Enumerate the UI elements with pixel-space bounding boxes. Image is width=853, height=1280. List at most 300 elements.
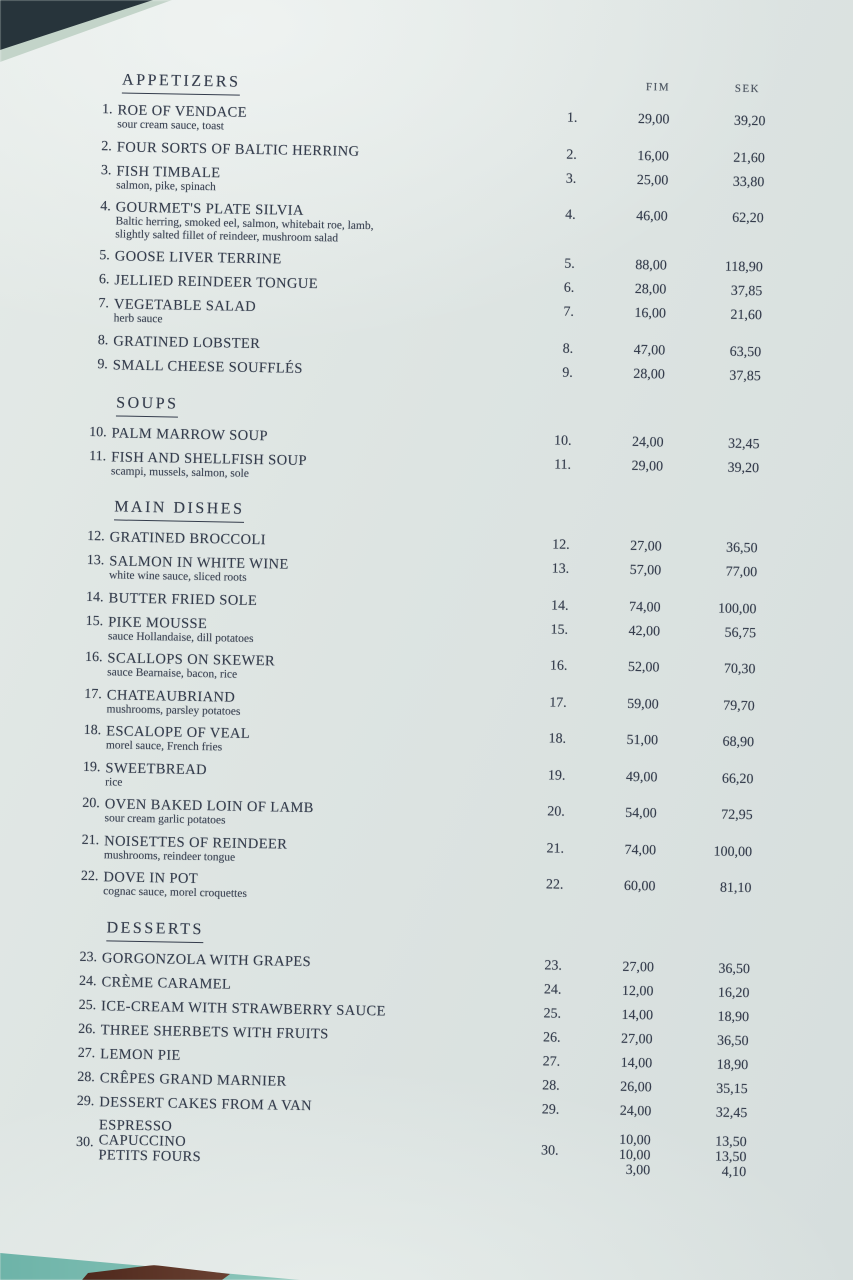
item-name-cell	[101, 998, 541, 1022]
item-price-fim	[583, 257, 673, 275]
item-name-cell	[115, 199, 556, 248]
item-name: GRATINED BROCCOLI	[109, 529, 267, 549]
price-line-fim: 28,00	[633, 366, 665, 383]
item-name-cell	[104, 833, 544, 870]
item-name-cell	[115, 248, 555, 272]
item-number-mid: 30.	[540, 1142, 559, 1159]
menu-section	[77, 392, 764, 489]
item-price-sek	[659, 1008, 753, 1026]
item-name-cell	[103, 869, 543, 906]
price-line-fim: 14,00	[621, 1007, 654, 1023]
price-line-fim: 10,00	[619, 1132, 651, 1148]
item-name-cell	[117, 139, 557, 163]
item-price-sek	[658, 1056, 752, 1074]
price-line-sek: 118,90	[724, 259, 763, 276]
item-price-fim	[573, 805, 663, 823]
price-line-sek: 21,60	[730, 307, 763, 324]
menu-item-row	[79, 332, 765, 361]
item-price-fim	[574, 732, 664, 750]
menu-item-row	[81, 199, 768, 253]
item-number: 8.	[97, 332, 109, 348]
item-price-sek	[658, 1080, 752, 1098]
price-line-sek: 36,50	[716, 1033, 749, 1049]
item-number: 24.	[78, 973, 97, 989]
item-number: 15.	[85, 613, 104, 629]
price-line-fim: 28,00	[634, 281, 667, 298]
item-price-sek	[665, 697, 759, 715]
item-name-cell	[102, 950, 542, 974]
menu-item-row	[80, 272, 766, 301]
price-line-fim: 24,00	[631, 434, 664, 450]
item-price-fim	[585, 111, 675, 129]
item-name: DESSERT CAKES FROM A VAN	[99, 1093, 313, 1114]
item-number: 9.	[97, 356, 109, 372]
menu-item-row	[69, 869, 755, 910]
item-number: 27.	[77, 1045, 96, 1061]
item-number: 20.	[82, 795, 100, 812]
item-number: 7.	[98, 296, 110, 312]
menu-item-row	[83, 102, 769, 143]
item-price-fim	[572, 841, 662, 859]
item-number-mid: 25.	[543, 1005, 562, 1022]
item-number-mid: 26.	[542, 1029, 561, 1046]
item-name-cell	[107, 650, 547, 687]
item-number-mid: 2.	[566, 147, 577, 163]
item-name: GOURMET'S PLATE SILVIA	[115, 199, 305, 219]
item-description: sour cream sauce, toast	[117, 118, 225, 133]
menu-item-row	[72, 723, 758, 764]
price-line-fim: 24,00	[619, 1103, 652, 1119]
item-price-fim	[569, 982, 659, 1000]
item-price-sek	[675, 149, 769, 167]
menu-item-row	[77, 424, 763, 453]
menu-item-row	[83, 138, 769, 167]
item-number-mid: 29.	[541, 1101, 560, 1118]
item-description: sour cream garlic potatoes	[104, 812, 226, 827]
price-line-sek: 70,30	[723, 661, 756, 678]
price-line-sek: 79,70	[723, 698, 755, 714]
price-line-sek: 77,00	[725, 564, 758, 581]
price-line-sek: 72,95	[721, 807, 753, 824]
price-line-fim: 10,00	[618, 1147, 651, 1163]
price-line-fim: 51,00	[626, 732, 659, 749]
item-name: PALM MARROW SOUP	[111, 424, 269, 444]
item-number-mid: 17.	[549, 694, 567, 711]
item-name: PIKE MOUSSE	[108, 613, 208, 632]
item-price-sek	[662, 843, 756, 861]
item-price-fim	[573, 768, 663, 786]
item-price-sek	[669, 459, 763, 477]
price-line-sek: 56,75	[724, 625, 757, 641]
price-line-sek: 37,85	[729, 368, 761, 384]
menu-item-row	[80, 296, 766, 337]
item-number-mid: 23.	[544, 957, 563, 974]
price-line-fim: 25,00	[636, 172, 669, 189]
item-name: FISH TIMBALE	[116, 162, 221, 181]
price-line-fim: 60,00	[623, 878, 656, 895]
item-number-mid: 19.	[547, 767, 566, 784]
item-price-fim	[569, 1006, 659, 1024]
item-number: 25.	[78, 997, 97, 1013]
price-line-fim: 16,00	[634, 305, 667, 322]
item-number-mid: 9.	[562, 365, 573, 381]
currency-label-fim: FIM	[645, 81, 671, 94]
price-line-fim: 74,00	[624, 842, 657, 858]
item-price-fim	[575, 659, 665, 677]
price-line-sek: 13,50	[715, 1134, 747, 1150]
item-number-mid: 4.	[565, 207, 576, 223]
price-line-fim: 57,00	[629, 562, 662, 579]
price-line-sek: 36,50	[725, 540, 758, 557]
price-line-sek: 62,20	[732, 210, 764, 227]
price-line-fim: 47,00	[633, 342, 666, 359]
price-line-fim: 46,00	[636, 208, 668, 225]
item-number: 16.	[84, 649, 103, 666]
item-number-mid: 15.	[550, 621, 569, 638]
item-description: sauce Hollandaise, dill potatoes	[107, 629, 254, 645]
menu-item-row	[75, 553, 761, 594]
item-price-sek	[673, 259, 767, 277]
item-name-cell	[101, 1022, 541, 1046]
item-price-fim	[570, 958, 660, 976]
item-name-cell	[99, 1094, 539, 1118]
price-line-sek: 16,20	[717, 985, 750, 1001]
menu-section	[64, 917, 754, 1180]
item-name-cell	[111, 449, 551, 486]
price-line-sek: 39,20	[733, 113, 766, 130]
item-price-fim	[581, 341, 671, 359]
item-price-sek	[671, 367, 765, 385]
menu-item-row	[66, 1069, 752, 1098]
item-name-cell	[105, 760, 545, 797]
price-line-fim: 29,00	[631, 458, 664, 474]
item-number: 17.	[84, 686, 102, 702]
price-line-fim: 16,00	[637, 148, 669, 165]
item-price-sek	[675, 113, 769, 131]
item-price-sek	[672, 307, 766, 325]
item-price-sek	[657, 1104, 751, 1122]
menu-item-row	[70, 832, 756, 873]
price-line-sek: 63,50	[729, 344, 762, 360]
item-name: ICE-CREAM WITH STRAWBERRY SAUCE	[100, 997, 386, 1019]
menu-item-row	[74, 613, 760, 654]
item-number: 19.	[82, 759, 101, 775]
menu-item-row	[67, 997, 753, 1026]
item-price-sek	[663, 770, 757, 788]
item-number: 3.	[100, 162, 112, 178]
item-description: slightly salted fillet of reindeer, mushroom salad	[115, 227, 339, 244]
item-price-sek	[658, 1032, 752, 1050]
item-price-sek	[660, 960, 754, 978]
item-number-mid: 21.	[546, 840, 565, 857]
item-name-cell	[108, 614, 548, 651]
item-price-sek	[669, 435, 763, 453]
menu-item-row	[67, 1021, 753, 1050]
item-description: scampi, mussels, salmon, sole	[110, 464, 250, 480]
price-line-fim: 27,00	[629, 538, 662, 555]
price-line-fim: 54,00	[625, 805, 657, 822]
item-number: 10.	[89, 424, 107, 440]
item-name-cell	[117, 102, 557, 139]
item-price-sek	[672, 283, 766, 301]
item-price-sek	[674, 173, 768, 191]
menu-item-row	[79, 356, 765, 385]
item-number-mid: 22.	[545, 877, 564, 893]
item-name: FOUR SORTS OF BALTIC HERRING	[116, 138, 360, 160]
item-price-fim	[567, 1102, 657, 1120]
item-price-fim	[579, 433, 669, 451]
item-description: rice	[105, 775, 123, 789]
price-line-sek: 39,20	[727, 460, 760, 476]
price-line-sek: 100,00	[713, 843, 753, 860]
item-number: 30.	[75, 1134, 94, 1150]
item-price-sek	[663, 807, 757, 825]
item-name: NOISETTES OF REINDEER	[104, 832, 288, 853]
item-name: GOOSE LIVER TERRINE	[114, 248, 282, 268]
item-name-cell	[100, 1046, 540, 1070]
menu-item-row	[76, 529, 762, 558]
item-price-sek	[667, 564, 761, 582]
menu-item-row	[71, 759, 757, 800]
item-name: BUTTER FRIED SOLE	[108, 589, 258, 609]
item-price-sek	[666, 624, 760, 642]
price-line-sek: 4,10	[721, 1164, 747, 1180]
item-number: 26.	[78, 1021, 96, 1037]
item-name-cell	[108, 590, 548, 614]
item-price-sek	[659, 984, 753, 1002]
item-name: SMALL CHEESE SOUFFLÉS	[112, 356, 303, 377]
item-price-sek	[665, 661, 759, 679]
item-name: LEMON PIE	[100, 1045, 181, 1064]
item-price-fim	[575, 695, 665, 713]
price-line-sek: 81,10	[719, 880, 752, 897]
price-line-fim: 49,00	[625, 769, 658, 785]
item-number: 6.	[98, 272, 110, 288]
item-price-fim	[582, 281, 672, 299]
item-name: CHATEAUBRIAND	[106, 686, 236, 706]
price-line-fim: 27,00	[620, 1031, 653, 1047]
item-name: SALMON IN WHITE WINE	[109, 553, 289, 573]
price-line-sek: 32,45	[715, 1105, 748, 1121]
item-number-mid: 1.	[566, 110, 578, 126]
menu-item-row	[73, 650, 759, 691]
menu-item-row	[77, 448, 763, 489]
item-description: salmon, pike, spinach	[116, 178, 216, 193]
item-price-sek	[667, 540, 761, 558]
price-line-fim: 12,00	[621, 983, 654, 999]
item-price-sek	[661, 880, 755, 898]
item-name: ESPRESSO	[98, 1116, 173, 1135]
item-name: JELLIED REINDEER TONGUE	[114, 272, 319, 293]
item-number-mid: 7.	[563, 304, 575, 320]
item-description: mushrooms, parsley potatoes	[106, 702, 241, 718]
item-name-cell	[106, 687, 546, 724]
item-price-sek	[671, 343, 765, 361]
item-price-sek	[666, 600, 760, 618]
menu-item-row	[67, 973, 753, 1002]
item-description: mushrooms, reindeer tongue	[103, 848, 236, 864]
price-line-fim: 42,00	[628, 623, 661, 639]
price-line-fim: 3,00	[625, 1162, 651, 1178]
item-name: GORGONZOLA WITH GRAPES	[101, 949, 312, 970]
item-number-mid: 14.	[550, 597, 569, 614]
item-name: SCALLOPS ON SKEWER	[107, 650, 276, 670]
price-line-sek: 13,50	[714, 1149, 747, 1165]
price-line-fim: 14,00	[620, 1055, 653, 1071]
item-number: 21.	[81, 832, 100, 848]
item-name-cell	[114, 296, 554, 333]
item-description: Baltic herring, smoked eel, salmon, whitebait roe, lamb,	[115, 215, 374, 233]
item-description: sauce Bearnaise, bacon, rice	[107, 666, 238, 681]
item-price-fim	[566, 1131, 657, 1178]
item-name: DOVE IN POT	[103, 869, 199, 888]
item-number-mid: 11.	[554, 456, 572, 473]
item-name-cell	[116, 163, 556, 200]
item-number: 5.	[99, 248, 111, 264]
item-number-mid: 16.	[549, 658, 568, 674]
item-name-cell	[114, 272, 554, 296]
item-price-sek	[664, 734, 758, 752]
item-name: ROE OF VENDACE	[117, 102, 248, 121]
price-line-sek: 68,90	[722, 734, 755, 751]
price-line-sek: 18,90	[717, 1009, 750, 1025]
item-price-fim	[568, 1054, 658, 1072]
section-title: APPETIZERS	[122, 71, 241, 96]
menu-item-row	[72, 686, 758, 727]
price-line-fim: 52,00	[627, 659, 660, 676]
item-name: CRÊPES GRAND MARNIER	[99, 1069, 287, 1090]
price-line-sek: 18,90	[716, 1057, 749, 1073]
item-number: 28.	[77, 1069, 95, 1085]
item-price-fim	[576, 598, 666, 616]
item-number: 11.	[89, 448, 107, 464]
item-name-cell	[106, 723, 546, 760]
menu-item-row	[81, 248, 767, 277]
item-name-cell	[98, 1118, 539, 1171]
item-number-mid: 5.	[564, 256, 575, 272]
item-number-mid: 3.	[565, 171, 577, 187]
item-number: 13.	[86, 552, 105, 569]
menu-section	[69, 497, 762, 910]
price-line-fim: 74,00	[628, 599, 661, 615]
item-price-fim	[581, 365, 671, 383]
price-line-fim: 29,00	[637, 111, 670, 128]
item-number-mid: 13.	[551, 561, 570, 577]
price-line-sek: 36,50	[718, 961, 751, 977]
item-number: 4.	[100, 199, 111, 215]
item-price-fim	[582, 305, 672, 323]
currency-label-sek: SEK	[734, 82, 761, 96]
item-name: CAPUCCINO	[98, 1131, 187, 1150]
menu-section	[79, 70, 770, 385]
item-number: 23.	[79, 949, 98, 965]
item-price-fim	[568, 1078, 658, 1096]
item-number-mid: 20.	[547, 804, 565, 820]
item-price-fim	[579, 457, 669, 475]
item-name-cell	[101, 974, 541, 998]
price-line-fim: 59,00	[627, 696, 659, 712]
item-name: CRÈME CARAMEL	[101, 973, 232, 993]
item-number: 22.	[80, 868, 99, 885]
price-line-fim: 27,00	[622, 959, 655, 975]
item-name: THREE SHERBETS WITH FRUITS	[100, 1021, 329, 1042]
item-price-fim	[584, 171, 674, 189]
item-number-mid: 6.	[563, 280, 575, 296]
item-price-fim	[568, 1030, 658, 1048]
item-price-fim	[584, 208, 674, 226]
item-name: VEGETABLE SALAD	[113, 296, 257, 316]
menu-item-row	[70, 796, 756, 837]
menu-item-row	[66, 1045, 752, 1074]
item-price-sek	[656, 1133, 751, 1180]
section-title: MAIN DISHES	[114, 497, 245, 522]
item-name: OVEN BAKED LOIN OF LAMB	[104, 796, 314, 817]
item-name-cell	[109, 553, 549, 590]
item-number-mid: 27.	[542, 1053, 561, 1070]
item-number-mid: 28.	[542, 1077, 560, 1094]
price-line-fim: 88,00	[635, 257, 667, 274]
item-number: 29.	[76, 1093, 95, 1109]
item-number: 14.	[85, 589, 104, 605]
item-price-fim	[576, 622, 666, 640]
item-number-mid: 12.	[552, 537, 570, 553]
item-price-fim	[577, 562, 667, 580]
item-number: 12.	[87, 528, 105, 545]
item-price-fim	[577, 538, 667, 556]
item-number-mid: 10.	[553, 432, 572, 449]
item-number-mid: 24.	[543, 981, 562, 998]
item-description: white wine sauce, sliced roots	[108, 569, 247, 584]
item-description: cognac sauce, morel croquettes	[103, 885, 247, 900]
item-name: FISH AND SHELLFISH SOUP	[111, 448, 308, 469]
item-name-cell	[113, 357, 553, 381]
item-price-fim	[571, 878, 661, 896]
item-description: morel sauce, French fries	[105, 739, 223, 754]
price-line-fim: 26,00	[620, 1079, 652, 1095]
item-price-sek	[674, 210, 768, 228]
item-name-cell	[113, 333, 553, 357]
menu-item-row	[74, 589, 760, 618]
item-number: 18.	[83, 722, 102, 739]
price-line-sek: 35,15	[716, 1081, 748, 1097]
item-name: SWEETBREAD	[105, 759, 208, 778]
item-name: ESCALOPE OF VEAL	[106, 723, 251, 742]
menu-item-row	[82, 162, 768, 203]
item-name-cell	[100, 1070, 540, 1094]
menu-item-row	[68, 949, 754, 978]
item-name: GRATINED LOBSTER	[113, 332, 261, 352]
price-line-sek: 33,80	[732, 174, 765, 190]
price-line-sek: 37,85	[730, 283, 763, 300]
price-line-sek: 66,20	[721, 771, 754, 787]
price-line-sek: 32,45	[727, 436, 760, 452]
section-title: DESSERTS	[106, 918, 204, 943]
item-name: PETITS FOURS	[98, 1146, 202, 1165]
item-price-fim	[585, 148, 675, 166]
item-number-mid: 8.	[562, 341, 574, 357]
item-name-cell	[110, 529, 550, 553]
item-name-cell	[104, 796, 544, 833]
section-title: SOUPS	[116, 393, 179, 417]
menu-item-row	[65, 1093, 751, 1122]
menu-item-row	[64, 1117, 751, 1180]
item-name-cell	[111, 425, 551, 449]
item-description: herb sauce	[113, 312, 163, 326]
item-number: 1.	[101, 102, 113, 118]
item-number: 2.	[101, 138, 113, 154]
item-number-mid: 18.	[548, 731, 567, 747]
price-line-sek: 100,00	[717, 601, 757, 617]
